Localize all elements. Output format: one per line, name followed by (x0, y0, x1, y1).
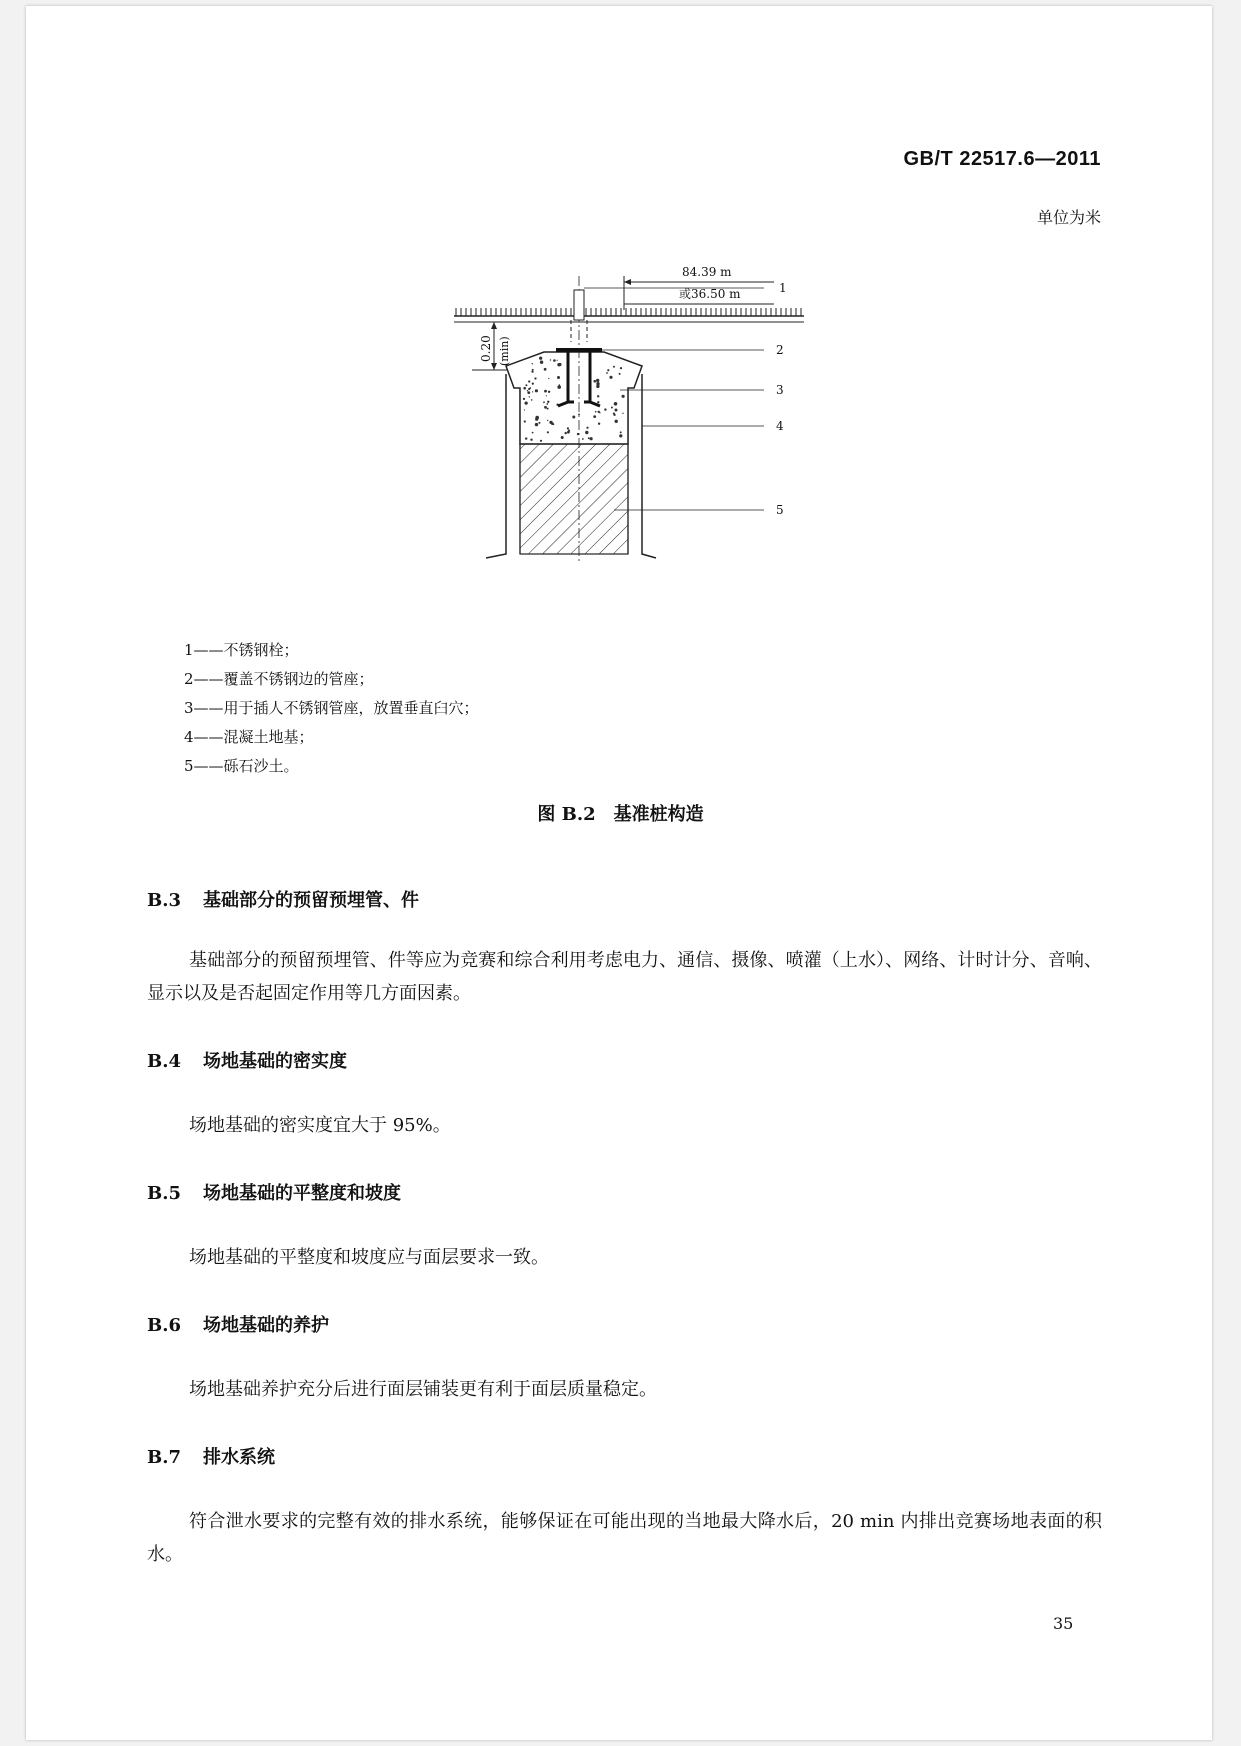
concrete-speckle (557, 360, 558, 361)
concrete-speckle (611, 407, 613, 409)
concrete-speckle (527, 391, 530, 394)
concrete-speckle (595, 411, 597, 413)
concrete-speckle (619, 373, 621, 375)
concrete-speckle (572, 416, 575, 419)
vertical-dimension (472, 322, 514, 370)
section-body: 基础部分的预留预埋管、件等应为竞赛和综合利用考虑电力、通信、摄像、喷灌（上水）、网络、计时计分、音响、显示以及是否起固定作用等几方面因素。 (147, 950, 1102, 1004)
concrete-speckle (547, 401, 549, 403)
concrete-speckle (620, 367, 622, 369)
section-heading (147, 1179, 401, 1205)
section-body: 场地基础的平整度和坡度应与面层要求一致。 (189, 1247, 549, 1268)
section-body: 场地基础的密实度宜大于 95%。 (189, 1115, 451, 1136)
callout-5: 5 (776, 503, 784, 517)
concrete-speckle (550, 359, 551, 360)
concrete-speckle (565, 432, 567, 434)
section-heading (147, 1311, 329, 1337)
concrete-speckle (622, 395, 625, 398)
concrete-speckle (543, 401, 545, 403)
ground-surface (454, 308, 804, 322)
concrete-speckle (535, 416, 539, 420)
concrete-speckle (532, 391, 533, 392)
concrete-speckle (597, 401, 599, 403)
concrete-speckle (567, 427, 569, 429)
concrete-speckle (547, 431, 549, 433)
concrete-speckle (546, 395, 547, 396)
concrete-speckle (557, 385, 561, 389)
concrete-speckle (588, 437, 590, 439)
legend-item: 5——砾石沙土。 (184, 757, 299, 775)
concrete-speckle (534, 377, 536, 379)
concrete-speckle (539, 357, 542, 360)
section-title: 排水系统 (203, 1447, 275, 1468)
unit-note: 单位为米 (1036, 208, 1101, 227)
concrete-speckle (553, 359, 556, 362)
section-title: 场地基础的密实度 (203, 1051, 347, 1072)
figure-caption: 图 B.2 基准桩构造 (537, 804, 704, 825)
concrete-speckle (532, 369, 534, 371)
callout-1: 1 (779, 281, 787, 295)
concrete-foundation (506, 352, 642, 444)
concrete-speckle (549, 421, 552, 424)
concrete-speckle (525, 437, 527, 439)
section-number: B.5 (147, 1183, 182, 1204)
concrete-speckle (548, 391, 550, 393)
concrete-speckle (614, 414, 616, 416)
concrete-speckle (582, 438, 584, 440)
concrete-speckle (594, 380, 597, 383)
concrete-speckle (613, 366, 615, 368)
figure-legend (184, 636, 479, 781)
concrete-speckle (532, 363, 533, 364)
section-heading (147, 1047, 347, 1073)
concrete-speckle (538, 422, 540, 424)
concrete-speckle (532, 383, 534, 385)
legend-item: 1——不锈钢栓； (184, 641, 299, 659)
concrete-speckle (546, 390, 547, 391)
concrete-speckle (619, 434, 622, 437)
concrete-speckle (620, 431, 622, 433)
concrete-speckle (524, 420, 526, 422)
concrete-speckle (585, 431, 588, 434)
gravel-sand-layer (520, 444, 628, 554)
concrete-speckle (568, 430, 570, 432)
concrete-speckle (614, 402, 618, 406)
concrete-speckle (546, 403, 548, 405)
concrete-speckle (531, 399, 533, 401)
section-title: 基础部分的预留预埋管、件 (203, 890, 419, 911)
legend-item: 3——用于插人不锈钢管座，放置垂直臼穴； (184, 699, 479, 717)
concrete-speckle (604, 408, 606, 410)
concrete-speckle (544, 406, 547, 409)
concrete-speckle (524, 409, 525, 410)
concrete-speckle (606, 372, 608, 374)
concrete-speckle (598, 423, 600, 425)
concrete-speckle (561, 436, 564, 439)
concrete-speckle (523, 387, 526, 390)
section-title: 场地基础的平整度和坡度 (203, 1183, 401, 1204)
concrete-speckle (598, 411, 600, 413)
concrete-speckle (532, 432, 534, 434)
concrete-speckle (526, 402, 528, 404)
section-body: 符合泄水要求的完整有效的排水系统，能够保证在可能出现的当地最大降水后，20 min 内排出竞赛场地表面的积水。 (147, 1511, 1102, 1565)
concrete-speckle (615, 420, 618, 423)
concrete-speckle (597, 395, 599, 397)
section-body: 场地基础养护充分后进行面层铺装更有利于面层质量稳定。 (189, 1379, 657, 1400)
concrete-speckle (590, 437, 593, 440)
benchmark-pile-diagram (424, 262, 804, 627)
section-heading (147, 1443, 275, 1469)
concrete-speckle (558, 363, 561, 366)
concrete-speckle (607, 369, 609, 371)
section-number: B.4 (147, 1051, 182, 1072)
concrete-speckle (548, 378, 549, 379)
concrete-speckle (596, 379, 599, 382)
concrete-speckle (525, 384, 527, 386)
concrete-speckle (527, 390, 528, 391)
callout-3: 3 (776, 383, 784, 397)
concrete-speckle (531, 371, 533, 373)
dim-vertical-note: (min) (498, 336, 511, 366)
concrete-speckle (535, 389, 538, 392)
concrete-speckle (622, 413, 623, 414)
concrete-speckle (528, 380, 530, 382)
concrete-speckle (547, 408, 549, 410)
section-number: B.6 (147, 1315, 182, 1336)
legend-item: 4——混凝土地基； (184, 728, 314, 746)
concrete-speckle (535, 423, 538, 426)
horizontal-dimension (624, 265, 774, 310)
legend-item: 2——覆盖不锈钢边的管座； (184, 670, 374, 688)
page-number: 35 (1053, 1614, 1074, 1633)
concrete-speckle (609, 376, 612, 379)
dim-bottom-label: 或36.50 m (679, 287, 741, 301)
callout-2: 2 (776, 343, 784, 357)
concrete-speckle (528, 388, 530, 390)
concrete-speckle (557, 376, 560, 379)
concrete-speckle (529, 396, 530, 397)
concrete-speckle (586, 427, 588, 429)
concrete-speckle (544, 368, 547, 371)
concrete-speckle (523, 398, 525, 400)
callout-4: 4 (776, 419, 784, 433)
standard-code: GB/T 22517.6—2011 (903, 148, 1101, 170)
dim-vertical-label: 0.20 (479, 335, 493, 362)
section-title: 场地基础的养护 (203, 1315, 329, 1336)
concrete-speckle (596, 382, 599, 385)
concrete-speckle (615, 409, 618, 412)
benchmark-pile-figure (424, 262, 804, 627)
section-number: B.3 (147, 890, 182, 911)
dim-top-label: 84.39 m (682, 265, 732, 279)
section-number: B.7 (147, 1447, 182, 1468)
concrete-speckle (593, 415, 596, 418)
concrete-speckle (540, 361, 541, 362)
section-heading (147, 886, 419, 912)
concrete-speckle (547, 420, 548, 421)
concrete-speckle (540, 440, 542, 442)
concrete-speckle (530, 439, 532, 441)
concrete-speckle (553, 424, 554, 425)
